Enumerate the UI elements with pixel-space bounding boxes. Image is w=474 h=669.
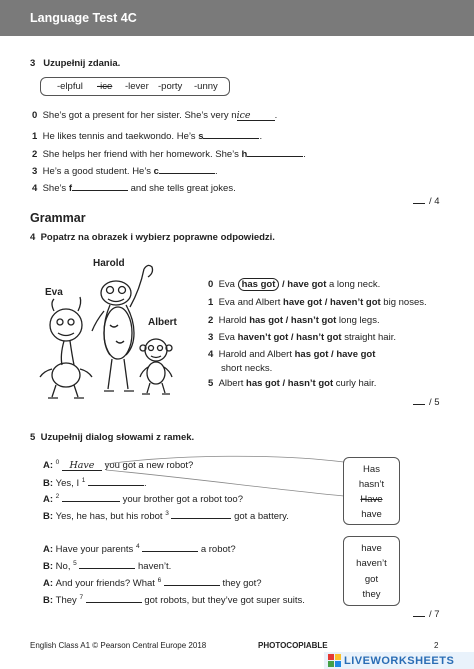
word-box <box>40 77 230 96</box>
answer-field[interactable] <box>86 592 142 603</box>
word-box-item: got <box>364 574 379 585</box>
option[interactable]: have got <box>287 279 327 290</box>
word-box-item-used: Have <box>360 494 383 505</box>
dialog-line-1: B: Yes, I $^1$ . <box>43 476 147 489</box>
choice-options[interactable]: has got / have got <box>294 349 376 360</box>
word-box-item: hasn’t <box>358 479 385 490</box>
word-option: -porty <box>158 81 183 92</box>
word-box-item: they <box>362 589 381 600</box>
selected-option[interactable]: has got <box>238 278 280 291</box>
dialog-line-3: B: Yes, he has, but his robot $^3$ got a battery. <box>43 509 289 522</box>
word-box-item: have <box>361 509 382 520</box>
s3-item-4: 4 She’s f and she tells great jokes. <box>32 180 236 194</box>
word-option: -elpful <box>57 81 83 92</box>
liveworksheets-label: LIVEWORKSHEETS <box>344 655 455 667</box>
choice-options[interactable]: has got / hasn’t got <box>246 378 334 389</box>
answer-connector-arrow <box>100 448 360 518</box>
page-title: Language Test 4C <box>30 11 137 25</box>
s3-item-1: 1 He likes tennis and taekwondo. He’s s . <box>32 128 262 142</box>
answer-field[interactable] <box>247 146 303 157</box>
section5-heading: 5 Uzupełnij dialog słowami z ramek. <box>30 432 195 443</box>
dialog-line-6: A: And your friends? What $^6$ they got? <box>43 576 262 589</box>
score-section5: / 7 <box>413 609 440 620</box>
liveworksheets-logo-icon <box>328 654 341 667</box>
footer-page-number: 2 <box>434 641 439 650</box>
section4-heading: 4 Popatrz na obrazek i wybierz poprawne odpowiedzi. <box>30 232 275 243</box>
answer-field[interactable] <box>159 163 215 174</box>
eva-figure <box>40 297 92 398</box>
footer-photocopiable: PHOTOCOPIABLE <box>258 641 328 650</box>
s3-item-0: 0 She’s got a present for her sister. She’s very nice . <box>32 110 278 121</box>
choice-options[interactable]: have got / haven’t got <box>283 297 381 308</box>
answer-field[interactable] <box>142 541 198 552</box>
answer-field[interactable]: ice <box>237 110 275 121</box>
score-section3: / 4 <box>413 196 440 207</box>
dialog-line-2: A: $^2$ your brother got a robot too? <box>43 492 243 505</box>
choice-options[interactable]: has got / hasn’t got <box>249 315 337 326</box>
word-option: -unny <box>194 81 218 92</box>
liveworksheets-banner[interactable] <box>324 652 474 669</box>
answer-field[interactable] <box>164 575 220 586</box>
s4-item-5: 5 Albert has got / hasn’t got curly hair. <box>208 378 377 389</box>
word-box-item: haven’t <box>356 558 387 569</box>
word-box-2 <box>343 536 400 606</box>
footer-copyright: English Class A1 © Pearson Central Europe 2018 <box>30 641 207 650</box>
dialog-line-0: A: $^0$ Have you got a new robot? <box>43 459 194 472</box>
albert-figure <box>140 339 172 394</box>
s4-item-4-line2: short necks. <box>221 363 273 374</box>
monsters-illustration <box>38 255 190 405</box>
label-eva: Eva <box>45 287 63 298</box>
label-harold: Harold <box>93 258 125 269</box>
word-option-used: -ice <box>97 81 113 92</box>
answer-field[interactable] <box>79 558 135 569</box>
s3-item-3: 3 He’s a good student. He’s c . <box>32 163 218 177</box>
choice-options[interactable]: haven’t got / hasn’t got <box>237 332 342 343</box>
label-albert: Albert <box>148 317 177 328</box>
grammar-heading: Grammar <box>30 211 86 225</box>
word-option: -lever <box>125 81 149 92</box>
word-box-1 <box>343 457 400 525</box>
s3-item-2: 2 She helps her friend with her homework. She’s h . <box>32 146 306 160</box>
dialog-line-7: B: They $^7$ got robots, but they’ve got super suits. <box>43 593 305 606</box>
answer-field[interactable]: Have <box>62 460 102 471</box>
harold-figure <box>92 265 153 391</box>
page-header <box>0 0 474 36</box>
answer-field[interactable] <box>203 128 259 139</box>
s4-item-4: 4 Harold and Albert has got / have got <box>208 349 376 360</box>
word-box-item: have <box>361 543 382 554</box>
s4-item-3: 3 Eva haven’t got / hasn’t got straight hair. <box>208 332 396 343</box>
word-box-item: Has <box>363 464 380 475</box>
s4-item-1: 1 Eva and Albert have got / haven’t got big noses. <box>208 297 427 308</box>
s4-item-2: 2 Harold has got / hasn’t got long legs. <box>208 315 380 326</box>
score-section4: / 5 <box>413 397 440 408</box>
answer-field[interactable] <box>72 180 128 191</box>
dialog-line-5: B: No, $^5$ haven’t. <box>43 559 172 572</box>
dialog-line-4: A: Have your parents $^4$ a robot? <box>43 542 236 555</box>
section3-heading: 3 Uzupełnij zdania. <box>30 58 121 69</box>
s4-item-0: 0 Eva has got / have got a long neck. <box>208 279 381 290</box>
